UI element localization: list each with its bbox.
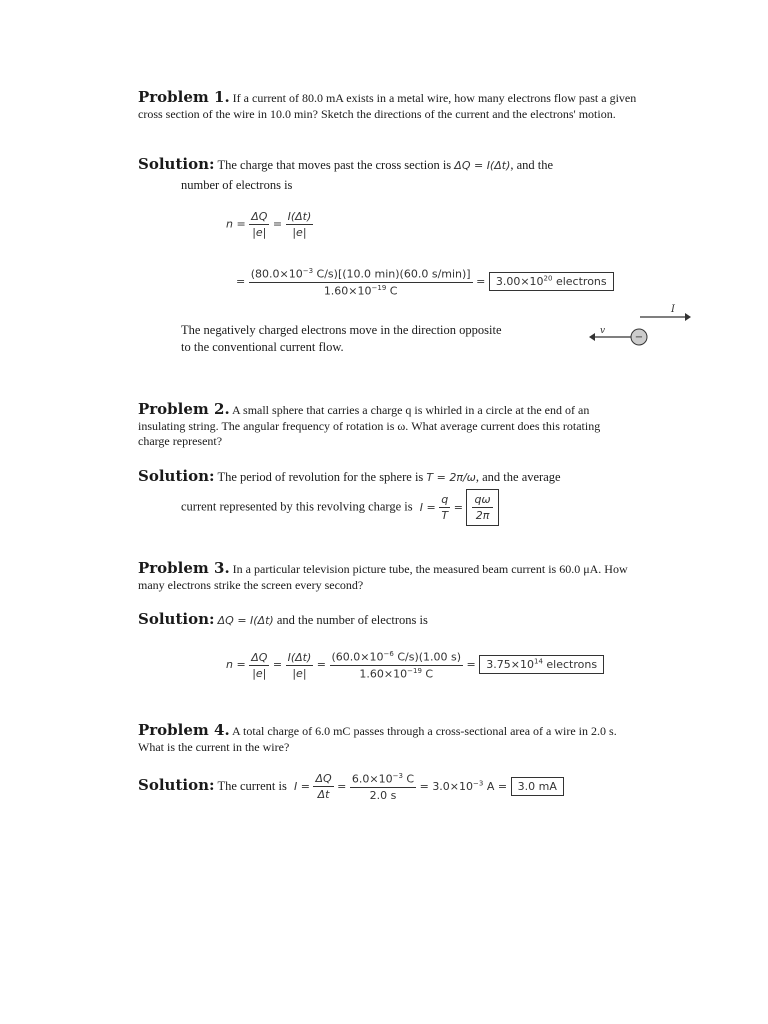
solution-1-title: Solution: xyxy=(138,155,215,173)
problem-3 xyxy=(138,561,628,593)
problem-2-title: Problem 2. xyxy=(138,400,230,418)
solution-3-title: Solution: xyxy=(138,610,215,628)
answer-2-box: $\frac{q\omega}{2\pi}$ xyxy=(466,489,498,526)
problem-3-title: Problem 3. xyxy=(138,559,230,577)
problem-4 xyxy=(138,723,630,755)
solution-3-line1: Solution: ΔQ = I(Δt) and the number of electrons is xyxy=(138,610,428,628)
answer-4-box: 3.0 mA xyxy=(511,777,564,796)
solution-1-line1: Solution: The charge that moves past the cross section is ΔQ = I(Δt), and the xyxy=(138,155,554,173)
velocity-arrow-head xyxy=(589,333,595,341)
problem-2 xyxy=(138,402,628,450)
equation-2: = $\frac{(80.0\times 10^{-3} C/s)[(10.0 \min)(60.0 s/\min)]}{1.60\times 10^{-19} C}$ = $3.00\times 10^{20}$ electrons xyxy=(236,267,614,297)
problem-4-title: Problem 4. xyxy=(138,721,230,739)
current-sketch xyxy=(585,300,695,355)
answer-1-box: $3.00\times 10^{20}$ electrons xyxy=(489,272,614,291)
solution-4-title: Solution: xyxy=(138,775,215,794)
answer-3-box: $3.75\times 10^{14}$ electrons xyxy=(479,655,604,674)
solution-4-line1: Solution: The current is I = $\frac{\Delta Q}{\Delta t}$ = $\frac{6.0\times 10^{-3} C}{2.0 s}$ = $3.0\times 10^{-3}$ A = 3.0 mA xyxy=(138,772,564,802)
current-arrow-head xyxy=(685,313,691,321)
solution-2-line1: Solution: The period of revolution for the sphere is T = 2π/ω, and the average xyxy=(138,467,561,485)
solution-1-note: The negatively charged electrons move in the direction opposite to the conventional current flow. xyxy=(181,323,502,354)
solution-2-title: Solution: xyxy=(138,467,215,485)
solution-2-line2: current represented by this revolving charge is I = $\frac{q}{T}$ = $\frac{q\omega}{2\pi}$ xyxy=(181,489,499,526)
current-label: I xyxy=(671,304,675,315)
equation-1: n = $\frac{\Delta Q}{|e|}$ = $\frac{I(\Delta t)}{|e|}$ xyxy=(226,210,312,239)
electron-charge: − xyxy=(634,332,644,343)
problem-1 xyxy=(138,90,638,122)
equation-3: n = $\frac{\Delta Q}{|e|}$ = $\frac{I(\Delta t)}{|e|}$ = $\frac{(60.0\times 10^{-6} C/s)(1.00 s)}{1.60\times 10^{-19} C}$ = $3.75\times 10^{14}$ electrons xyxy=(226,650,604,680)
problem-3-text: In a particular television picture tube, the measured beam current is 60.0 μA. How many electrons strike the screen every second? xyxy=(138,562,628,592)
velocity-label: v xyxy=(600,326,606,336)
problem-1-text: If a current of 80.0 mA exists in a metal wire, how many electrons flow past a given cross section of the wire in 10.0 min? Sketch the directions of the current and the electrons' motion. xyxy=(138,91,637,121)
problem-4-text: A total charge of 6.0 mC passes through a cross-sectional area of a wire in 2.0 s. What is the current in the wire? xyxy=(138,724,617,754)
problem-1-title: Problem 1. xyxy=(138,88,230,106)
problem-2-text: A small sphere that carries a charge q is whirled in a circle at the end of an insulating string. The angular frequency of rotation is ω. What average current does this rotating charge represent? xyxy=(138,403,601,448)
solution-1-line2: number of electrons is xyxy=(181,178,293,192)
